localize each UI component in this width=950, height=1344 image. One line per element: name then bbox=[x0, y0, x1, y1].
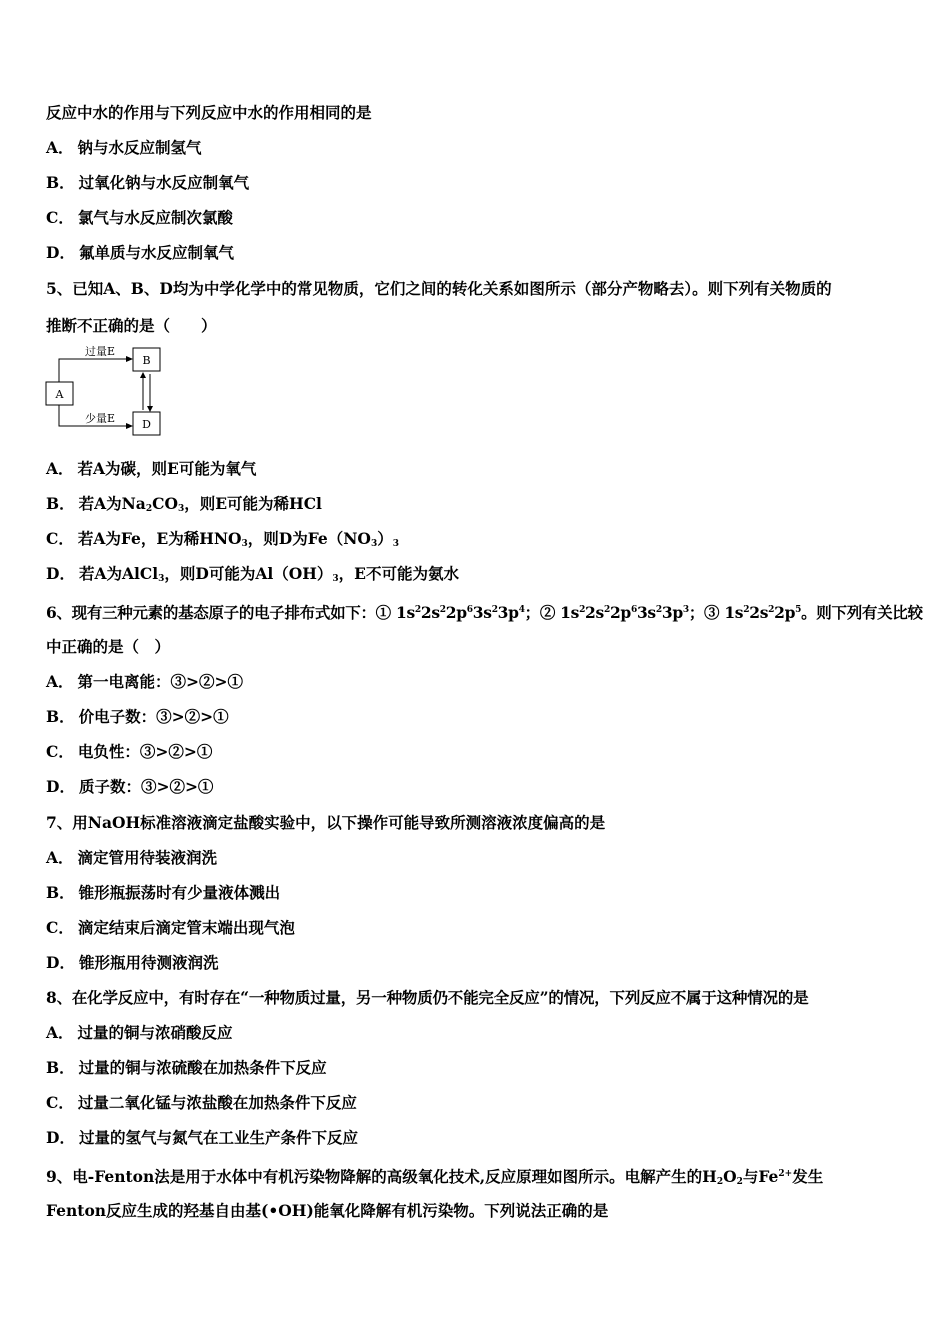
option-text: 若A为Fe，E为稀HNO bbox=[77, 529, 242, 548]
option-letter: C． bbox=[46, 1093, 74, 1112]
subscript: 2 bbox=[716, 1177, 724, 1187]
q7-option-a[interactable] bbox=[46, 848, 217, 868]
option-text: ，则D可能为Al（OH） bbox=[164, 564, 333, 583]
option-letter: A． bbox=[46, 459, 74, 478]
q8-option-a[interactable] bbox=[46, 1023, 233, 1043]
option-text: 过量二氧化锰与浓盐酸在加热条件下反应 bbox=[77, 1093, 357, 1112]
superscript: 2 bbox=[414, 605, 421, 615]
orbital: 2s bbox=[585, 603, 604, 622]
q6-stem-text: ；③ 1s bbox=[688, 603, 744, 622]
option-text: 过氧化钠与水反应制氧气 bbox=[78, 173, 250, 192]
q9-stem-text: 与Fe bbox=[742, 1167, 779, 1186]
option-letter: B． bbox=[46, 494, 75, 513]
q7-option-c[interactable] bbox=[46, 918, 295, 938]
q6-option-b[interactable] bbox=[46, 707, 229, 727]
option-letter: B． bbox=[46, 883, 75, 902]
orbital: 2p bbox=[774, 603, 796, 622]
q7-option-d[interactable] bbox=[46, 953, 218, 973]
subscript: 3 bbox=[158, 574, 165, 584]
option-text: 质子数：③>②>① bbox=[78, 777, 214, 796]
q9-stem-line2: Fenton反应生成的羟基自由基(•OH)能氧化降解有机污染物。下列说法正确的是 bbox=[46, 1201, 609, 1220]
q4-option-a[interactable] bbox=[46, 138, 202, 158]
superscript: 2 bbox=[579, 605, 586, 615]
q5-option-b[interactable] bbox=[46, 494, 322, 519]
option-letter: D． bbox=[46, 777, 75, 796]
superscript: 3 bbox=[682, 605, 689, 615]
box-d-label: D bbox=[142, 418, 151, 431]
q8-option-b[interactable] bbox=[46, 1058, 327, 1078]
box-b-label: B bbox=[142, 354, 151, 367]
q7-option-b[interactable] bbox=[46, 883, 280, 903]
q8-option-d[interactable] bbox=[46, 1128, 358, 1148]
q4-stem-tail: 反应中水的作用与下列反应中水的作用相同的是 bbox=[46, 103, 372, 122]
option-text: 过量的铜与浓硫酸在加热条件下反应 bbox=[78, 1058, 327, 1077]
q8-option-c[interactable] bbox=[46, 1093, 357, 1113]
option-text: 锥形瓶振荡时有少量液体溅出 bbox=[78, 883, 281, 902]
option-letter: C． bbox=[46, 208, 74, 227]
q6-stem-text: 6、现有三种元素的基态原子的电子排布式如下：① 1s bbox=[46, 603, 415, 622]
q9-stem-text: 发生 bbox=[792, 1167, 824, 1186]
option-letter: D． bbox=[46, 243, 75, 262]
option-letter: A． bbox=[46, 1023, 74, 1042]
option-text: ，则D为Fe（NO bbox=[247, 529, 371, 548]
superscript: 6 bbox=[466, 605, 473, 615]
superscript: 5 bbox=[795, 605, 802, 615]
subscript: 3 bbox=[370, 539, 378, 549]
subscript: 3 bbox=[392, 539, 399, 549]
q6-stem-line1 bbox=[46, 600, 923, 623]
option-text: 电负性：③>②>① bbox=[77, 742, 213, 761]
superscript: 2 bbox=[768, 605, 775, 615]
q5-option-c[interactable] bbox=[46, 529, 399, 554]
option-letter: B． bbox=[46, 173, 75, 192]
q6-stem-line2: 中正确的是（ ） bbox=[46, 637, 171, 656]
superscript: 2 bbox=[743, 605, 750, 615]
q9-stem-line1 bbox=[46, 1164, 823, 1192]
q4-option-b[interactable] bbox=[46, 173, 249, 193]
option-text: 滴定管用待装液润洗 bbox=[77, 848, 218, 867]
q5-stem-line2: 推断不正确的是（ ） bbox=[46, 316, 217, 335]
orbital: 3s bbox=[472, 603, 492, 622]
option-letter: A． bbox=[46, 138, 74, 157]
orbital: 2p bbox=[445, 603, 467, 622]
box-a-label: A bbox=[55, 388, 64, 401]
q5-option-a[interactable] bbox=[46, 459, 256, 479]
q5-conversion-diagram bbox=[40, 340, 180, 442]
option-letter: D． bbox=[46, 564, 75, 583]
subscript: 2 bbox=[736, 1177, 743, 1187]
option-letter: A． bbox=[46, 848, 74, 867]
option-text: 若A为碳，则E可能为氧气 bbox=[77, 459, 257, 478]
superscript: 2 bbox=[603, 605, 610, 615]
q5-option-d[interactable] bbox=[46, 564, 459, 589]
q9-stem-text: O bbox=[723, 1167, 737, 1186]
q5-stem-line1: 5、已知A、B、D均为中学化学中的常见物质，它们之间的转化关系如图所示（部分产物略去）。则下列有关物质的 bbox=[46, 279, 832, 298]
option-text: 滴定结束后滴定管末端出现气泡 bbox=[77, 918, 295, 937]
option-text: ） bbox=[377, 529, 393, 548]
superscript: 2 bbox=[655, 605, 662, 615]
option-text: ，则E可能为稀HCl bbox=[184, 494, 322, 513]
orbital: 3p bbox=[497, 603, 519, 622]
superscript: 4 bbox=[518, 605, 525, 615]
q4-option-d[interactable] bbox=[46, 243, 234, 263]
top-arrow-label: 过量E bbox=[84, 345, 116, 358]
q8-stem: 8、在化学反应中，有时存在“一种物质过量，另一种物质仍不能完全反应”的情况，下列反应不属于这种情况的是 bbox=[46, 988, 809, 1007]
option-letter: B． bbox=[46, 707, 75, 726]
option-letter: B． bbox=[46, 1058, 75, 1077]
option-letter: C． bbox=[46, 742, 74, 761]
option-text: 过量的铜与浓硝酸反应 bbox=[77, 1023, 233, 1042]
q9-stem-text: 9、电-Fenton法是用于水体中有机污染物降解的高级氧化技术,反应原理如图所示。电解产生的H bbox=[46, 1167, 717, 1186]
option-text: 价电子数：③>②>① bbox=[78, 707, 229, 726]
orbital: 2p bbox=[609, 603, 631, 622]
orbital: 2s bbox=[420, 603, 440, 622]
option-text: 若A为Na bbox=[78, 494, 146, 513]
option-letter: C． bbox=[46, 529, 74, 548]
option-text: CO bbox=[152, 494, 178, 513]
orbital: 3s bbox=[636, 603, 656, 622]
subscript: 2 bbox=[145, 504, 153, 514]
subscript: 3 bbox=[332, 574, 339, 584]
option-text: ，E不可能为氨水 bbox=[338, 564, 459, 583]
orbital: 3p bbox=[661, 603, 683, 622]
option-text: 若A为AlCl bbox=[78, 564, 159, 583]
q6-option-d[interactable] bbox=[46, 777, 213, 797]
superscript: 2 bbox=[491, 605, 498, 615]
option-letter: A． bbox=[46, 672, 74, 691]
q7-stem: 7、用NaOH标准溶液滴定盐酸实验中，以下操作可能导致所测溶液浓度偏高的是 bbox=[46, 813, 606, 832]
option-letter: D． bbox=[46, 953, 75, 972]
subscript: 3 bbox=[177, 504, 185, 514]
superscript: 2+ bbox=[778, 1169, 793, 1179]
option-text: 锥形瓶用待测液润洗 bbox=[78, 953, 219, 972]
q6-option-a[interactable] bbox=[46, 672, 243, 692]
subscript: 3 bbox=[241, 539, 248, 549]
bottom-arrow-label: 少量E bbox=[84, 412, 116, 425]
option-text: 钠与水反应制氢气 bbox=[77, 138, 202, 157]
option-letter: C． bbox=[46, 918, 74, 937]
option-text: 过量的氢气与氮气在工业生产条件下反应 bbox=[78, 1128, 358, 1147]
superscript: 6 bbox=[630, 605, 637, 615]
option-text: 第一电离能：③>②>① bbox=[77, 672, 244, 691]
q6-option-c[interactable] bbox=[46, 742, 212, 762]
superscript: 2 bbox=[439, 605, 446, 615]
q6-stem-text: 。则下列有关比较 bbox=[801, 603, 923, 622]
option-text: 氯气与水反应制次氯酸 bbox=[77, 208, 233, 227]
orbital: 2s bbox=[749, 603, 769, 622]
option-text: 氟单质与水反应制氧气 bbox=[78, 243, 234, 262]
option-letter: D． bbox=[46, 1128, 75, 1147]
q6-stem-text: ；② 1s bbox=[524, 603, 580, 622]
q4-option-c[interactable] bbox=[46, 208, 233, 228]
